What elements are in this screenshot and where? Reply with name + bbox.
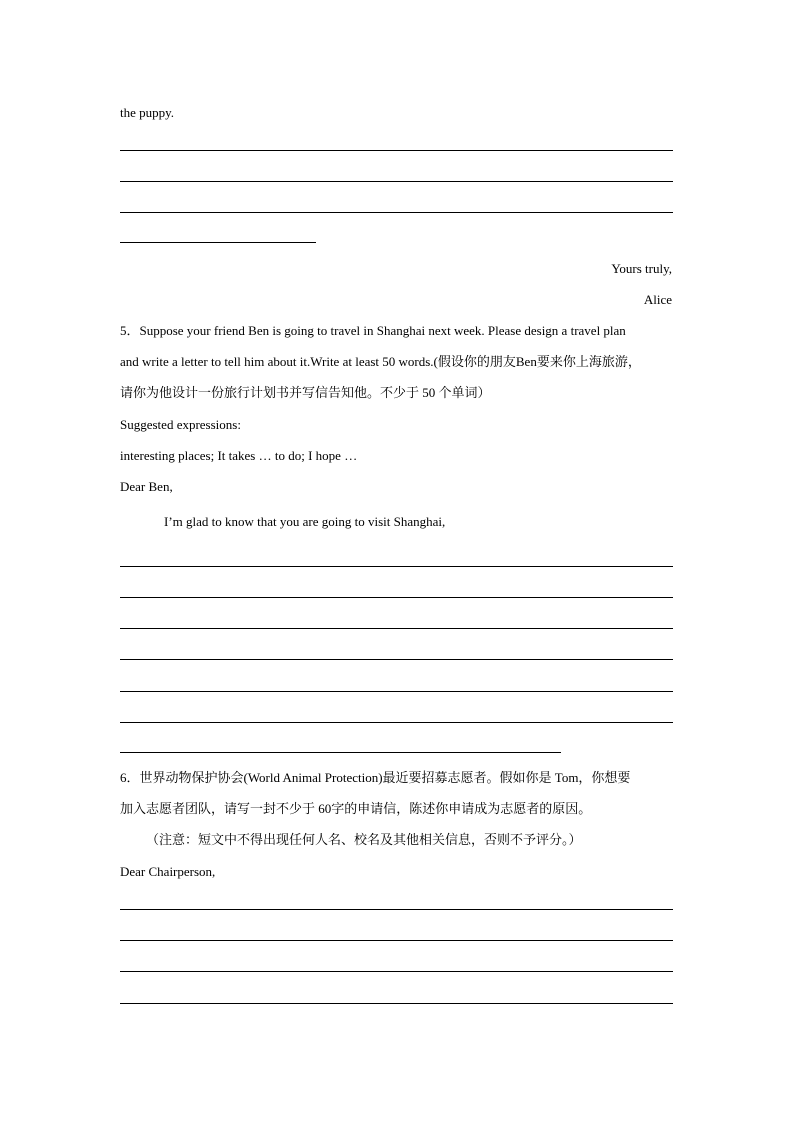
q6-line-2: 加入志愿者团队，请写一封不少于 60字的申请信，陈述你申请成为志愿者的原因。 <box>120 801 592 816</box>
top-fragment: the puppy. <box>120 105 175 120</box>
q6-note: （注意：短文中不得出现任何人名、校名及其他相关信息，否则不予评分。） <box>146 832 582 847</box>
answer-line <box>120 181 673 182</box>
answer-line-short <box>120 752 561 753</box>
answer-line <box>120 971 673 972</box>
q5-line-3: 请你为他设计一份旅行计划书并写信告知他。不少于 50 个单词） <box>120 385 491 400</box>
answer-line <box>120 628 673 629</box>
suggested-label: Suggested expressions: <box>120 417 241 432</box>
q6-line-1: 6．世界动物保护协会(World Animal Protection)最近要招募志愿者。假如你是 Tom，你想要 <box>120 770 631 785</box>
q5-opening: I’m glad to know that you are going to visit Shanghai, <box>164 514 446 529</box>
answer-line <box>120 597 673 598</box>
answer-line <box>120 566 673 567</box>
answer-line <box>120 722 673 723</box>
answer-line-short <box>120 242 316 243</box>
answer-line <box>120 691 673 692</box>
signature: Alice <box>643 292 672 307</box>
q5-greeting: Dear Ben, <box>120 479 173 494</box>
answer-line <box>120 940 673 941</box>
q6-greeting: Dear Chairperson, <box>120 864 216 879</box>
closing: Yours truly, <box>611 261 672 276</box>
answer-line <box>120 1003 673 1004</box>
answer-line <box>120 212 673 213</box>
answer-line <box>120 150 673 151</box>
q5-line-1: 5．Suppose your friend Ben is going to travel in Shanghai next week. Please design a travel plan <box>120 323 626 338</box>
answer-line <box>120 659 673 660</box>
q5-line-2: and write a letter to tell him about it.Write at least 50 words.(假设你的朋友Ben要来你上海旅游， <box>120 354 641 369</box>
suggested-text: interesting places; It takes … to do; I hope … <box>120 448 358 463</box>
answer-line <box>120 909 673 910</box>
